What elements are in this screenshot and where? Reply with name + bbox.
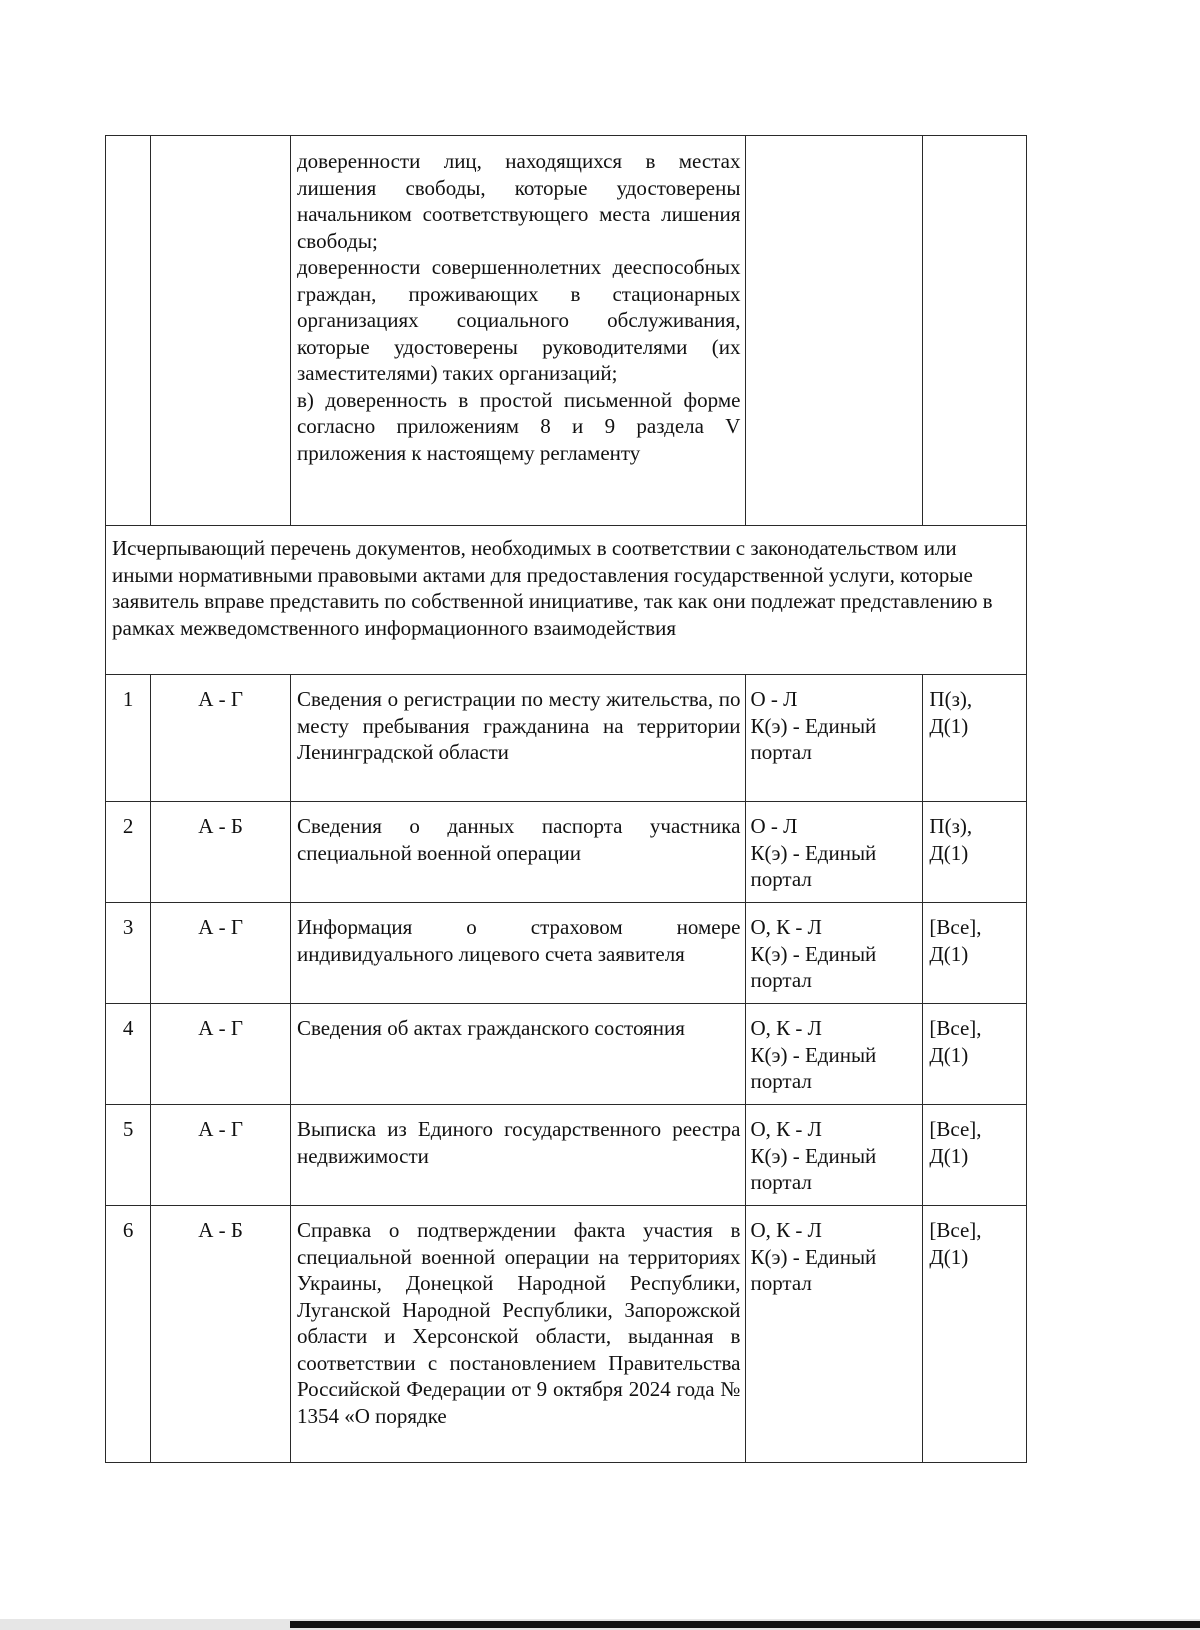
remark-line: Д(1) <box>929 1143 969 1168</box>
table-row <box>106 903 1027 1004</box>
method-line: К(э) - Единый портал <box>750 713 877 764</box>
description-text: Справка о подтверждении факта участия в специальной военной операции на территориях Украины, Донецкой Народной Республики, Луганской Народной Республики, Запорожской области и Херсонской области, выданная в соответствии с постановлением Правительства Российской Федерации от 9 октября 2024 года № 1354 «О порядке <box>296 1218 741 1428</box>
method-line: О - Л <box>750 814 798 838</box>
section-header-text: Исчерпывающий перечень документов, необходимых в соответствии с законодательством или иными нормативными правовыми актами для предоставления государственной услуги, которые заявитель вправе представить по собственной инициативе, так как они подлежат представлению в рамках межведомственного информационного взаимодействия <box>112 536 993 640</box>
cell-remark <box>923 903 1027 1004</box>
cell-remark <box>923 136 1027 526</box>
cell-number: 3 <box>106 903 151 1004</box>
method-line: О - Л <box>750 687 798 711</box>
method-line: К(э) - Единый портал <box>750 840 877 891</box>
cell-category: А - Б <box>151 802 291 903</box>
description-paragraph: в) доверенность в простой письменной форме согласно приложениям 8 и 9 раздела V приложения к настоящему регламенту <box>296 387 741 465</box>
method-line: О, К - Л <box>750 915 822 939</box>
remark-line: П(з), <box>929 814 973 838</box>
remark-line: [Все], <box>929 915 982 939</box>
section-header-row <box>106 526 1027 675</box>
cell-category: А - Г <box>151 1004 291 1105</box>
documents-table <box>105 135 1027 1463</box>
description-text: Выписка из Единого государственного реестра недвижимости <box>296 1117 741 1168</box>
scan-edge-bar <box>0 1619 1200 1630</box>
cell-description <box>290 1004 745 1105</box>
description-paragraph: доверенности совершеннолетних дееспособных граждан, проживающих в стационарных организациях социального обслуживания, которые удостоверены руководителями (их заместителями) таких организаций; <box>296 255 741 385</box>
table-row <box>106 802 1027 903</box>
remark-line: Д(1) <box>929 1244 969 1269</box>
cell-category: А - Г <box>151 675 291 802</box>
cell-submission-method <box>746 1206 923 1463</box>
table-row <box>106 1206 1027 1463</box>
remark-line: [Все], <box>929 1016 982 1040</box>
description-paragraph: доверенности лиц, находящихся в местах лишения свободы, которые удостоверены начальником соответствующего места лишения свободы; <box>296 149 741 253</box>
cell-description <box>290 136 745 526</box>
cell-number <box>106 136 151 526</box>
cell-number: 1 <box>106 675 151 802</box>
section-header-cell <box>106 526 1027 675</box>
method-line: О, К - Л <box>750 1218 822 1242</box>
cell-submission-method <box>746 1105 923 1206</box>
method-line: К(э) - Единый портал <box>750 1042 877 1093</box>
description-text: Сведения о данных паспорта участника специальной военной операции <box>296 814 741 865</box>
description-text: Сведения о регистрации по месту жительства, по месту пребывания гражданина на территории Ленинградской области <box>296 687 741 764</box>
remark-line: Д(1) <box>929 840 969 865</box>
method-line: О, К - Л <box>750 1016 822 1040</box>
cell-submission-method <box>746 1004 923 1105</box>
remark-line: Д(1) <box>929 941 969 966</box>
cell-description <box>290 802 745 903</box>
remark-line: Д(1) <box>929 713 969 738</box>
table-row <box>106 675 1027 802</box>
cell-category: А - Г <box>151 903 291 1004</box>
description-text: Сведения об актах гражданского состояния <box>296 1016 685 1040</box>
method-line: О, К - Л <box>750 1117 822 1141</box>
cell-description <box>290 903 745 1004</box>
remark-line: [Все], <box>929 1218 982 1242</box>
cell-category: А - Г <box>151 1105 291 1206</box>
method-line: К(э) - Единый портал <box>750 941 877 992</box>
cell-number: 4 <box>106 1004 151 1105</box>
cell-number: 5 <box>106 1105 151 1206</box>
cell-remark <box>923 675 1027 802</box>
description-text: Информация о страховом номере индивидуального лицевого счета заявителя <box>296 915 741 966</box>
remark-line: П(з), <box>929 687 973 711</box>
cell-description <box>290 1105 745 1206</box>
cell-category: А - Б <box>151 1206 291 1463</box>
method-line: К(э) - Единый портал <box>750 1143 877 1194</box>
cell-description <box>290 1206 745 1463</box>
cell-submission-method <box>746 802 923 903</box>
remark-line: [Все], <box>929 1117 982 1141</box>
cell-submission-method <box>746 675 923 802</box>
remark-line: Д(1) <box>929 1042 969 1067</box>
cell-number: 2 <box>106 802 151 903</box>
cell-number: 6 <box>106 1206 151 1463</box>
table-row <box>106 1004 1027 1105</box>
table-row-continued <box>106 136 1027 526</box>
cell-remark <box>923 1206 1027 1463</box>
cell-category <box>151 136 291 526</box>
cell-description <box>290 675 745 802</box>
method-line: К(э) - Единый портал <box>750 1244 877 1295</box>
cell-submission-method <box>746 903 923 1004</box>
table-row <box>106 1105 1027 1206</box>
cell-remark <box>923 1004 1027 1105</box>
cell-remark <box>923 1105 1027 1206</box>
cell-submission-method <box>746 136 923 526</box>
cell-remark <box>923 802 1027 903</box>
